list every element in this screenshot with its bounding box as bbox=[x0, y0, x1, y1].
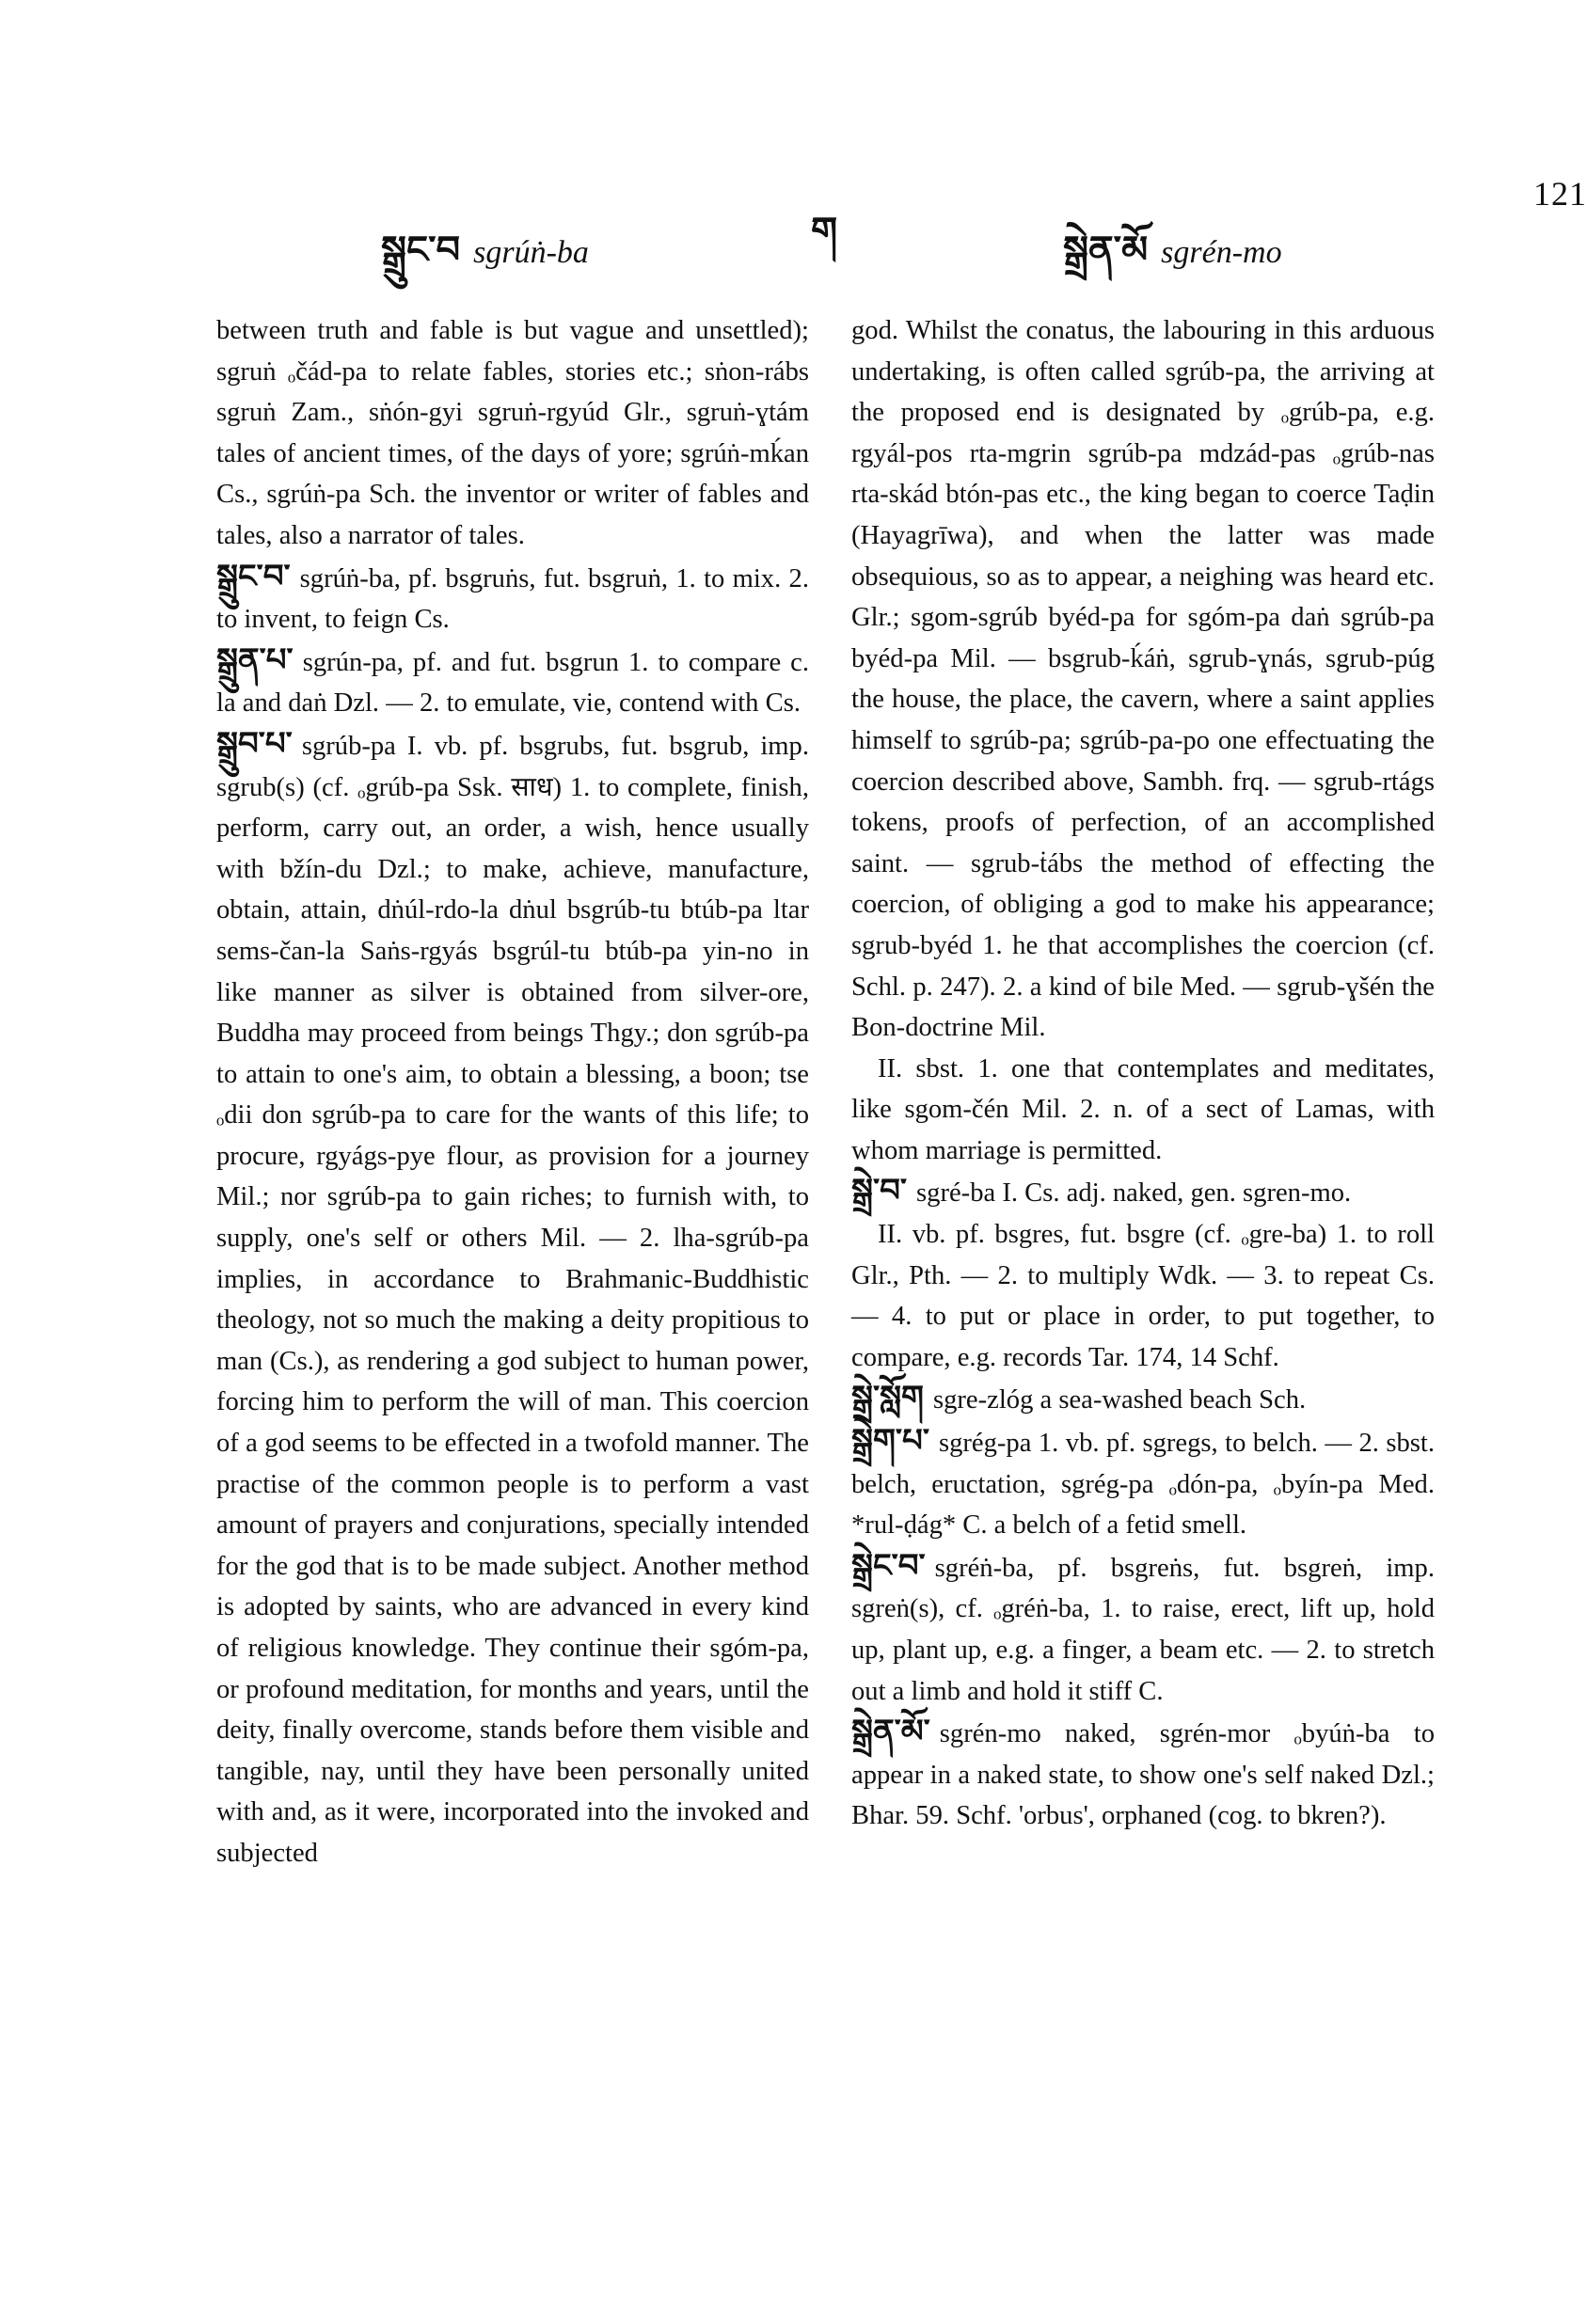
entry-sgren-mo bbox=[851, 1712, 1435, 1837]
left-headword-tibetan: སྒྲུང་བ bbox=[381, 229, 461, 271]
entry-tibetan-headword: སྒྲུན་པ་ bbox=[216, 640, 294, 679]
entry-text: sgre-zlóg a sea-washed beach Sch. bbox=[932, 1385, 1307, 1415]
entry-text: sgré-ba I. Cs. adj. naked, gen. sgren-mo. bbox=[916, 1178, 1352, 1209]
right-column bbox=[851, 310, 1435, 1837]
section-letter: ག bbox=[811, 210, 838, 252]
entry-sgreng-ba bbox=[851, 1546, 1435, 1712]
entry-text: sgrég-pa 1. vb. pf. sgregs, to belch. — 2. sbst. belch, eructation, sgrég-pa ₒdón-pa, ₒbyín-pa Med. *rul-ḍág* C. a belch of a fetid smell. bbox=[851, 1429, 1435, 1541]
entry-subsection: II. sbst. 1. one that contemplates and meditates, like sgom-čén Mil. 2. n. of a sect of Lamas, with whom marriage is permitted. bbox=[851, 1053, 1435, 1165]
entry-tibetan-headword: སྒྲེ་བ་ bbox=[851, 1172, 908, 1210]
entry-sgrub-pa bbox=[216, 724, 809, 1874]
right-running-headword bbox=[1063, 207, 1282, 313]
entry-tibetan-headword: སྒྲུང་བ་ bbox=[216, 557, 291, 595]
entry-text: sgrúṅ-ba, pf. bsgruṅs, fut. bsgruṅ, 1. to mix. 2. to invent, to feign Cs. bbox=[216, 563, 809, 635]
right-headword-latin: sgrén-mo bbox=[1161, 235, 1282, 270]
entry-tibetan-headword: སྒྲེན་མོ་ bbox=[851, 1713, 930, 1751]
entry-tibetan-headword: སྒྲུབ་པ་ bbox=[216, 724, 293, 763]
entry-text: sgrún-pa, pf. and fut. bsgrun 1. to compare c. la and daṅ Dzl. — 2. to emulate, vie, contend with Cs. bbox=[216, 647, 809, 719]
entry-sgre-zlog bbox=[851, 1378, 1435, 1421]
entry-text: sgrúb-pa I. vb. pf. bsgrubs, fut. bsgrub, imp. sgrub(s) (cf. ₒgrúb-pa Ssk. साध) 1. to complete, finish, perform, carry out, an order, a wish, hence usually with bžín-du Dzl.; to make, achieve, manufacture, obtain, attain, dṅúl-rdo-la dṅul bsgrúb-tu btúb-pa ltar sems-čan-la Saṅs-rgyás bsgrúl-tu btúb-pa yin-no in like manner as silver is obtained from silver-ore, Buddha may proceed from beings Thgy.; don sgrúb-pa to attain to one's aim, to obtain a blessing, a boon; tse ₒdii don sgrúb-pa to care for the wants of this life; to procure, rgyágs-pye flour, as provision for a journey Mil.; nor sgrúb-pa to gain riches; to furnish with, to supply, one's self or others Mil. — 2. lha-sgrúb-pa implies, in accordance to Brahmanic-Buddhistic theology, not so much the making a deity propitious to man (Cs.), as rendering a god subject to human power, forcing him to perform the will of man. This coercion of a god seems to be effected in a twofold manner. The practise of the common people is to perform a vast amount of prayers and conjurations, specially intended for the god that is to be made subject. Another method is adopted by saints, who are advanced in every kind of religious knowledge. They continue their sgóm-pa, or profound meditation, for months and years, until the deity, finally overcome, stands before them visible and tangible, nay, until they have been personally united with and, as it were, incorporated into the invoked and subjected bbox=[216, 731, 809, 1868]
continued-entry-text: between truth and fable is but vague and unsettled); sgruṅ ₒčád-pa to relate fables, stories etc.; sṅon-rábs sgruṅ Zam., sṅón-gyi sgruṅ-rgyúd Glr., sgruṅ-ɣtám tales of ancient times, of the days of yore; sgrúṅ-mḱan Cs., sgrúṅ-pa Sch. the inventor or writer of fables and tales, also a narrator of tales. bbox=[216, 316, 809, 550]
page-number: 121 bbox=[1533, 175, 1587, 213]
entry-tibetan-headword: སྒྲེ་སློག bbox=[851, 1379, 924, 1417]
left-headword-latin: sgrúṅ-ba bbox=[473, 235, 589, 270]
continued-entry-text: god. Whilst the conatus, the labouring in this arduous undertaking, is often called sgrúb-pa, the arriving at the proposed end is designated by ₒgrúb-pa, e.g. rgyál-pos rta-mgrin sgrúb-pa mdzád-pas ₒgrúb-nas rta-skád btón-pas etc., the king began to coerce Taḍin (Hayagrīwa), and when the latter was made obsequious, so as to appear, a neighing was heard etc. Glr.; sgom-sgrúb byéd-pa for sgóm-pa daṅ sgrúb-pa byéd-pa Mil. — bsgrub-ḱáṅ, sgrub-ɣnás, sgrub-púg the house, the place, the cavern, where a saint applies himself to sgrúb-pa; sgrúb-pa-po one effectuating the coercion described above, Sambh. frq. — sgrub-rtágs tokens, proofs of perfection, of an accomplished saint. — sgrub-ṫábs the method of effecting the coercion, of obliging a god to make his appearance; sgrub-byéd 1. he that accomplishes the coercion (cf. Schl. p. 247). 2. a kind of bile Med. — sgrub-ɣšén the Bon-doctrine Mil. bbox=[851, 316, 1435, 1043]
right-headword-tibetan: སྒྲེན་མོ bbox=[1063, 229, 1149, 271]
entry-text: sgrén-mo naked, sgrén-mor ₒbyúṅ-ba to appear in a naked state, to show one's self naked Dzl.; Bhar. 59. Schf. 'orbus', orphaned (cog. to bkren?). bbox=[851, 1719, 1435, 1831]
left-column bbox=[216, 310, 809, 1874]
entry-sgreg-pa bbox=[851, 1421, 1435, 1546]
entry-text: sgréṅ-ba, pf. bsgreṅs, fut. bsgreṅ, imp. sgreṅ(s), cf. ₒgréṅ-ba, 1. to raise, erect, lift up, hold up, plant up, e.g. a finger, a beam etc. — 2. to stretch out a limb and hold it stiff C. bbox=[851, 1553, 1435, 1706]
entry-tibetan-headword: སྒྲེག་པ་ bbox=[851, 1422, 929, 1461]
entry-sgrun-pa bbox=[216, 640, 809, 724]
entry-sgrung-ba bbox=[216, 557, 809, 640]
entry-subsection: II. vb. pf. bsgres, fut. bsgre (cf. ₒgre-ba) 1. to roll Glr., Pth. — 2. to multiply Wdk. — 3. to repeat Cs. — 4. to put or place in order, to put together, to compare, e.g. records Tar. 174, 14 Schf. bbox=[851, 1220, 1435, 1372]
left-running-headword bbox=[381, 207, 589, 313]
entry-tibetan-headword: སྒྲེང་བ་ bbox=[851, 1546, 926, 1585]
entry-sgre-ba bbox=[851, 1171, 1435, 1214]
